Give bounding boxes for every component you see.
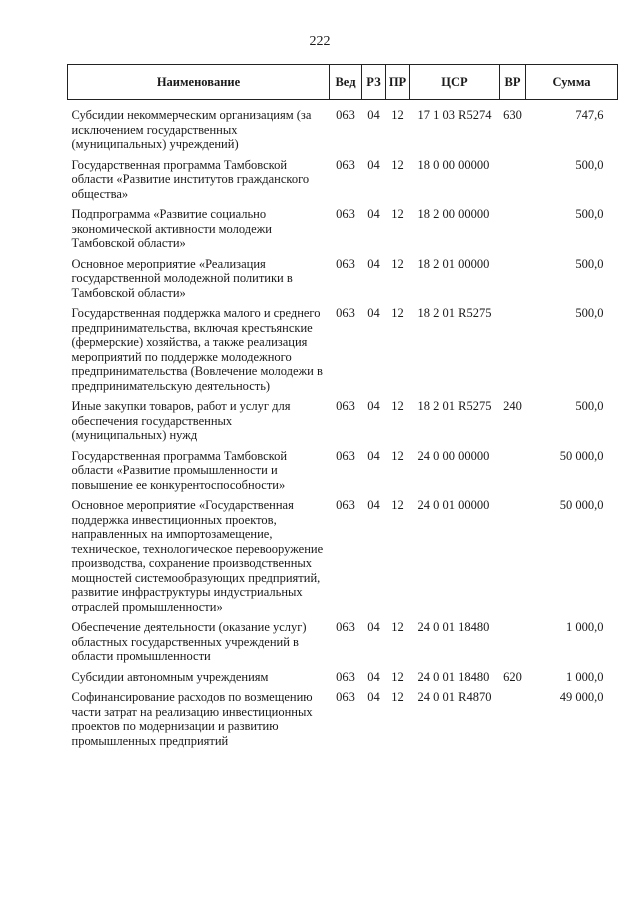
row-rz: 04 — [367, 207, 380, 221]
row-pr: 12 — [391, 399, 404, 413]
row-sum: 500,0 — [575, 157, 604, 172]
row-csr: 17 1 03 R5274 — [417, 108, 492, 122]
row-pr: 12 — [391, 108, 404, 122]
row-rz: 04 — [367, 498, 380, 512]
row-name: Обеспечение деятельности (оказание услуг) областных государственных учреждений в области промышленности — [71, 620, 307, 663]
row-pr: 12 — [391, 669, 404, 684]
table-row — [68, 152, 618, 202]
row-pr: 12 — [391, 690, 404, 704]
row-csr: 18 2 01 R5275 — [417, 306, 492, 320]
row-pr: 12 — [391, 157, 404, 172]
row-sum: 1 000,0 — [566, 669, 604, 684]
row-csr: 24 0 01 18480 — [417, 669, 490, 684]
row-rz: 04 — [367, 306, 380, 320]
header-pr: ПР — [386, 65, 410, 100]
row-name: Субсидии автономным учреждениям — [71, 669, 269, 684]
row-csr: 18 2 01 R5275 — [417, 399, 492, 413]
row-name: Основное мероприятие «Реализация государственной молодежной политики в Тамбовской области» — [71, 256, 293, 300]
row-rz: 04 — [367, 669, 380, 684]
row-rz: 04 — [367, 157, 380, 172]
header-name: Наименование — [68, 65, 330, 100]
row-ved: 063 — [336, 399, 355, 413]
row-rz: 04 — [367, 108, 380, 122]
row-pr: 12 — [391, 207, 404, 221]
row-ved: 063 — [336, 620, 355, 634]
header-ved: Вед — [330, 65, 362, 100]
row-vr — [500, 492, 526, 614]
row-name: Государственная программа Тамбовской области «Развитие промышленности и повышение ее конкурентоспособности» — [71, 448, 288, 492]
row-name: Субсидии некоммерческим организациям (за исключением государственных (муниципальных) учреждений) — [71, 108, 312, 151]
header-vr: ВР — [500, 65, 526, 100]
table-body — [68, 100, 618, 749]
row-name: Подпрограмма «Развитие социально экономической активности молодежи Тамбовской области» — [71, 207, 272, 250]
row-pr: 12 — [391, 448, 404, 463]
table-row — [68, 393, 618, 443]
row-pr: 12 — [391, 256, 404, 271]
row-rz: 04 — [367, 690, 380, 704]
header-row — [68, 65, 618, 100]
row-ved: 063 — [336, 306, 355, 320]
row-sum: 747,6 — [575, 108, 604, 122]
row-csr: 18 2 00 00000 — [417, 207, 490, 221]
row-vr — [500, 201, 526, 251]
row-csr: 24 0 00 00000 — [417, 448, 490, 463]
table-row — [68, 614, 618, 664]
row-vr — [500, 684, 526, 748]
table-row — [68, 201, 618, 251]
row-ved: 063 — [336, 498, 355, 512]
header-sum: Сумма — [526, 65, 618, 100]
row-rz: 04 — [367, 620, 380, 634]
row-name: Государственная программа Тамбовской области «Развитие институтов гражданского общества» — [71, 157, 310, 201]
header-csr: ЦСР — [410, 65, 500, 100]
row-sum: 50 000,0 — [559, 448, 604, 463]
row-name: Государственная поддержка малого и среднего предпринимательства, включая крестьянские (фермерские) хозяйства, а также реализация мероприятий по поддержке молодежного предпринимательства (Вовлечение молодежи в предпринимательскую деятельность) — [71, 306, 323, 393]
page-number: 222 — [309, 34, 331, 49]
row-ved: 063 — [336, 108, 355, 122]
row-csr: 18 0 00 00000 — [417, 157, 490, 172]
row-rz: 04 — [367, 448, 380, 463]
row-name: Софинансирование расходов по возмещению части затрат на реализацию инвестиционных проектов по модернизации и развитию промышленных предприятий — [71, 690, 313, 748]
budget-table — [67, 64, 618, 748]
table-row — [68, 492, 618, 614]
row-vr — [500, 251, 526, 301]
row-vr: 240 — [503, 399, 522, 413]
row-rz: 04 — [367, 399, 380, 413]
row-vr — [500, 443, 526, 493]
row-pr: 12 — [391, 306, 404, 320]
row-sum: 500,0 — [575, 207, 604, 221]
row-csr: 18 2 01 00000 — [417, 256, 490, 271]
row-name: Иные закупки товаров, работ и услуг для обеспечения государственных (муниципальных) нужд — [71, 399, 291, 442]
table-row — [68, 100, 618, 152]
row-sum: 500,0 — [575, 399, 604, 413]
row-ved: 063 — [336, 669, 355, 684]
row-sum: 1 000,0 — [566, 620, 604, 634]
row-sum: 50 000,0 — [559, 498, 604, 512]
row-vr — [500, 300, 526, 393]
row-vr: 620 — [503, 669, 522, 684]
row-ved: 063 — [336, 207, 355, 221]
row-ved: 063 — [336, 157, 355, 172]
table-header — [68, 65, 618, 100]
row-csr: 24 0 01 00000 — [417, 498, 490, 512]
row-name: Основное мероприятие «Государственная поддержка инвестиционных проектов, направленных на импортозамещение, техническое, технологическое перевооружение производства, сохранение производственных мощностей системообразующих предприятий, развитие инфраструктуры индустриальных отраслей промышленности» — [71, 498, 324, 614]
table-row — [68, 443, 618, 493]
row-ved: 063 — [336, 690, 355, 704]
table-row — [68, 300, 618, 393]
table-row — [68, 251, 618, 301]
row-vr — [500, 152, 526, 202]
row-ved: 063 — [336, 448, 355, 463]
table-row — [68, 684, 618, 748]
row-csr: 24 0 01 18480 — [417, 620, 490, 634]
row-pr: 12 — [391, 620, 404, 634]
header-rz: РЗ — [362, 65, 386, 100]
row-sum: 49 000,0 — [559, 690, 604, 704]
row-sum: 500,0 — [575, 306, 604, 320]
row-rz: 04 — [367, 256, 380, 271]
row-csr: 24 0 01 R4870 — [417, 690, 492, 704]
row-ved: 063 — [336, 256, 355, 271]
row-sum: 500,0 — [575, 256, 604, 271]
row-vr — [500, 614, 526, 664]
table-row — [68, 664, 618, 685]
row-vr: 630 — [503, 108, 522, 122]
row-pr: 12 — [391, 498, 404, 512]
